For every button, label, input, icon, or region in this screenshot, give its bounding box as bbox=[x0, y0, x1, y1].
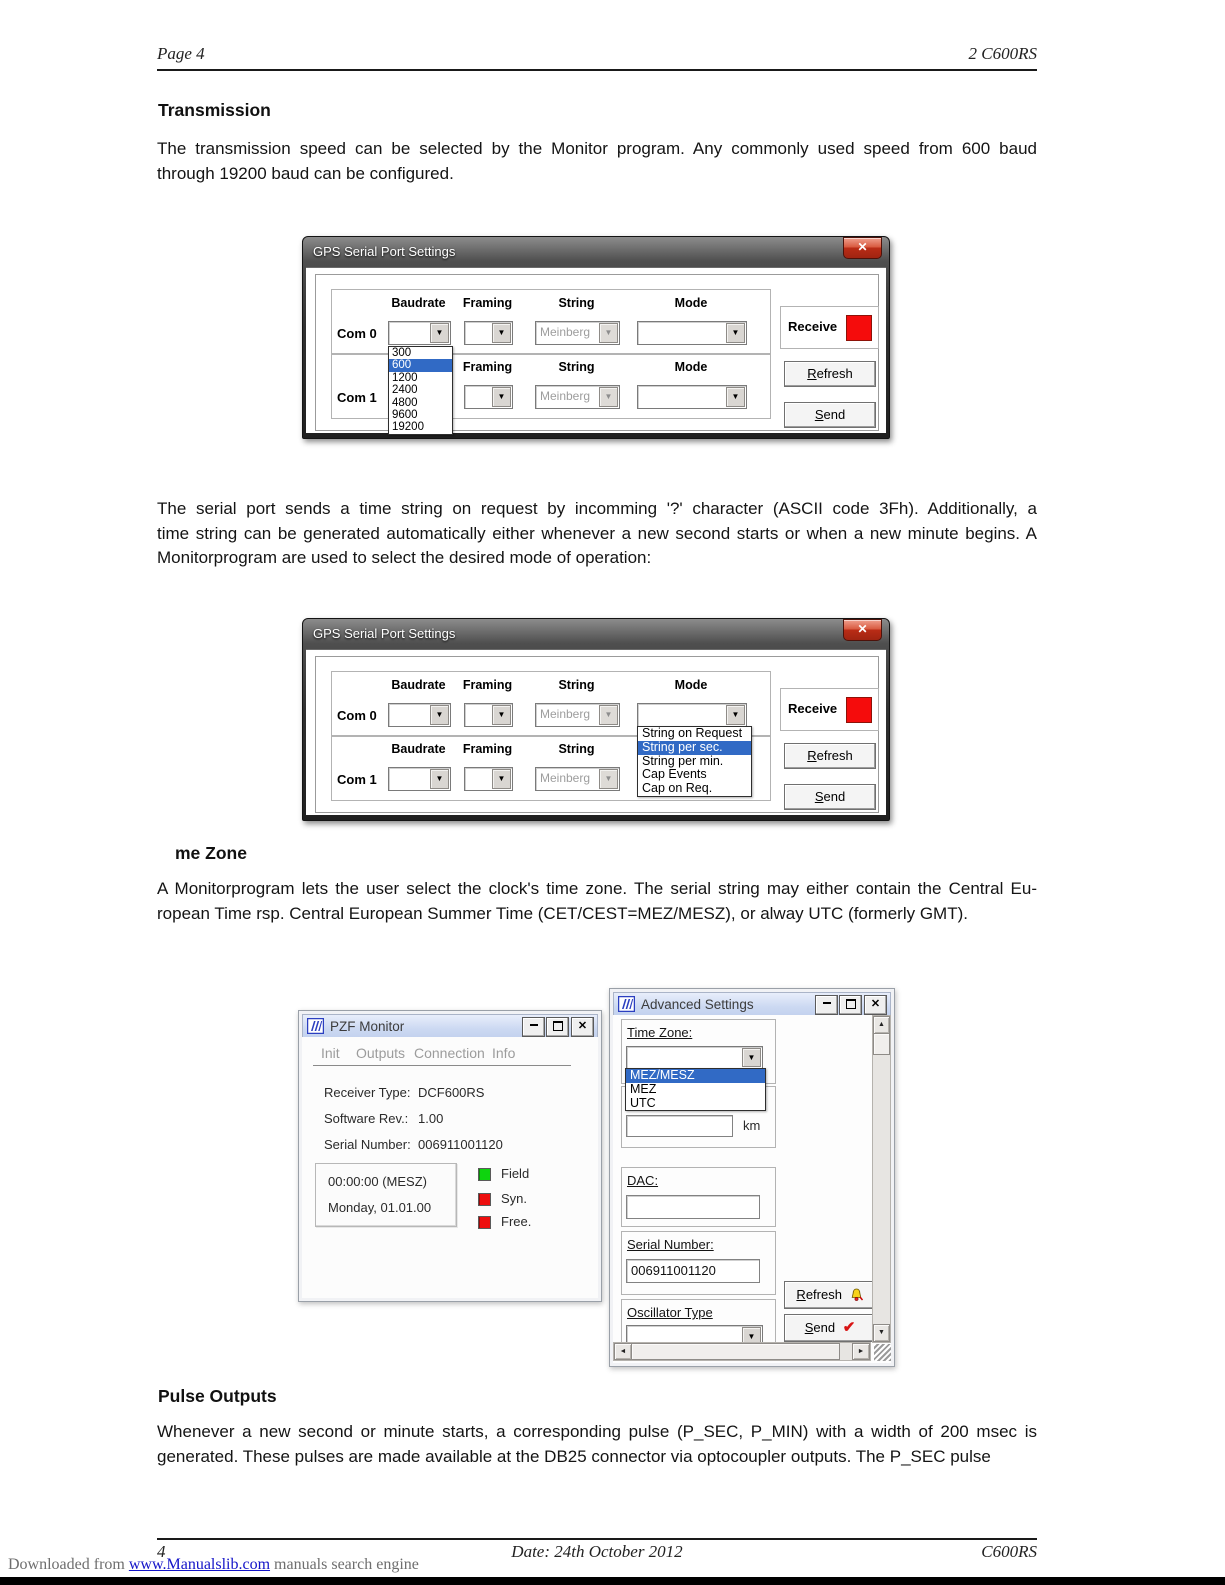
heading-transmission: Transmission bbox=[158, 100, 271, 120]
close-button[interactable] bbox=[571, 1017, 594, 1037]
field-label: Software Rev.: bbox=[324, 1111, 409, 1126]
free-led bbox=[478, 1216, 491, 1229]
chevron-down-icon[interactable]: ▼ bbox=[742, 1048, 761, 1067]
dialog-title: GPS Serial Port Settings bbox=[313, 244, 456, 259]
gps-serial-port-settings-dialog-1 bbox=[302, 236, 890, 439]
menu-info[interactable]: Info bbox=[492, 1045, 516, 1061]
chevron-down-icon[interactable]: ▼ bbox=[492, 705, 511, 725]
text-line: ropean Time rsp. Central European Summer Time (CET/CEST=MEZ/MESZ), or alway UTC (formerly GMT). bbox=[157, 903, 968, 923]
com0-framing-combo[interactable] bbox=[464, 703, 513, 727]
scroll-left-icon: ◄ bbox=[619, 1348, 627, 1355]
paragraph-pulse bbox=[157, 1420, 1037, 1469]
minimize-button[interactable] bbox=[522, 1017, 545, 1037]
timezone-dropdown-list bbox=[625, 1068, 766, 1111]
chevron-down-icon: ▼ bbox=[599, 387, 618, 407]
close-icon: ✕ bbox=[857, 622, 868, 636]
menu-separator bbox=[313, 1065, 571, 1066]
maximize-icon bbox=[846, 999, 856, 1009]
distance-input[interactable] bbox=[626, 1115, 733, 1137]
chevron-down-icon[interactable]: ▼ bbox=[430, 323, 449, 343]
string-value: Meinberg bbox=[540, 389, 591, 403]
com1-baudrate-combo[interactable] bbox=[388, 767, 451, 791]
column-header-framing: Framing bbox=[462, 296, 513, 310]
syn-led bbox=[478, 1193, 491, 1206]
paragraph-timezone bbox=[157, 877, 1037, 926]
scroll-left-button[interactable] bbox=[614, 1343, 632, 1360]
com0-mode-combo[interactable] bbox=[637, 321, 747, 345]
com1-label: Com 1 bbox=[337, 390, 377, 405]
menu-init[interactable]: Init bbox=[321, 1045, 340, 1061]
footer-date: Date: 24th October 2012 bbox=[511, 1542, 683, 1561]
com1-mode-combo[interactable] bbox=[637, 385, 747, 409]
pzf-monitor-window bbox=[298, 1010, 602, 1302]
baudrate-option[interactable]: 9600 bbox=[392, 408, 418, 421]
clock-date: Monday, 01.01.00 bbox=[328, 1200, 432, 1215]
column-header-framing: Framing bbox=[462, 360, 513, 374]
scroll-up-icon: ▲ bbox=[878, 1021, 885, 1028]
mode-option[interactable]: String on Request bbox=[642, 726, 743, 740]
field-label: Receiver Type: bbox=[324, 1085, 411, 1100]
receive-panel bbox=[780, 306, 879, 349]
maximize-button[interactable] bbox=[546, 1017, 569, 1037]
dac-label: DAC: bbox=[627, 1173, 659, 1188]
string-value: Meinberg bbox=[540, 325, 591, 339]
meinberg-logo-icon bbox=[618, 996, 635, 1012]
text-line: time string can be generated automatically either whenever a new second starts or when a new minute begins. A bbox=[157, 523, 1037, 543]
dialog-title: GPS Serial Port Settings bbox=[313, 626, 456, 641]
baudrate-option[interactable]: 4800 bbox=[392, 396, 418, 409]
close-button[interactable] bbox=[843, 619, 882, 641]
com1-string-combo bbox=[535, 385, 620, 409]
com1-framing-combo[interactable] bbox=[464, 767, 513, 791]
dac-input[interactable] bbox=[626, 1195, 760, 1219]
baudrate-dropdown-list bbox=[388, 346, 453, 435]
km-label: km bbox=[743, 1118, 761, 1133]
send-button[interactable]: Send bbox=[784, 402, 876, 428]
mode-option[interactable]: Cap Events bbox=[642, 767, 707, 782]
minimize-icon bbox=[530, 1024, 538, 1026]
column-header-string: String bbox=[558, 360, 595, 374]
pzf-client-area bbox=[302, 1037, 598, 1298]
chevron-down-icon[interactable]: ▼ bbox=[726, 705, 745, 725]
led-label: Syn. bbox=[501, 1191, 528, 1206]
column-header-mode: Mode bbox=[674, 296, 708, 310]
paragraph-transmission bbox=[157, 137, 1037, 186]
advanced-client-area bbox=[613, 1015, 891, 1363]
column-header-string: String bbox=[558, 742, 595, 756]
close-icon: ✕ bbox=[870, 998, 881, 1010]
receive-status-led bbox=[846, 315, 872, 341]
com0-label: Com 0 bbox=[337, 326, 377, 341]
baudrate-option-selected[interactable]: 600 bbox=[389, 359, 452, 371]
close-icon: ✕ bbox=[857, 240, 868, 254]
com1-string-combo bbox=[535, 767, 620, 791]
send-button[interactable]: Send bbox=[784, 784, 876, 810]
receive-label: Receive bbox=[788, 701, 838, 716]
mode-dropdown-list bbox=[637, 726, 752, 797]
mode-option-selected[interactable]: String per sec. bbox=[638, 741, 751, 755]
resize-grip[interactable] bbox=[874, 1344, 891, 1361]
baudrate-option[interactable]: 1200 bbox=[392, 371, 418, 384]
chevron-down-icon[interactable]: ▼ bbox=[726, 323, 745, 343]
vertical-scroll-thumb[interactable] bbox=[873, 1033, 890, 1055]
scroll-down-button[interactable] bbox=[873, 1324, 890, 1342]
text-line: Whenever a new second or minute starts, a corresponding pulse (P_SEC, P_MIN) with a width of 200 msec is bbox=[157, 1422, 1037, 1441]
chevron-down-icon: ▼ bbox=[599, 705, 618, 725]
close-button[interactable] bbox=[843, 237, 882, 259]
maximize-icon bbox=[553, 1021, 563, 1031]
header-rule bbox=[157, 69, 1037, 71]
horizontal-scrollbar[interactable] bbox=[613, 1342, 871, 1361]
chevron-down-icon: ▼ bbox=[599, 323, 618, 343]
footer-page-number: 4 bbox=[157, 1542, 166, 1561]
gps-serial-port-settings-dialog-2 bbox=[302, 618, 890, 821]
text-line: Monitorprogram are used to select the desired mode of operation: bbox=[157, 548, 652, 567]
led-label: Free. bbox=[501, 1214, 532, 1229]
chevron-down-icon[interactable]: ▼ bbox=[726, 387, 745, 407]
serial-number-label: Serial Number: bbox=[627, 1237, 714, 1252]
column-header-framing: Framing bbox=[462, 678, 513, 692]
timezone-combo[interactable] bbox=[626, 1046, 763, 1069]
refresh-button[interactable]: Refresh bbox=[784, 1281, 876, 1309]
refresh-button[interactable]: Refresh bbox=[784, 743, 876, 769]
mode-option[interactable]: String per min. bbox=[642, 753, 724, 768]
field-label: Serial Number: bbox=[324, 1137, 411, 1152]
column-header-mode: Mode bbox=[674, 360, 708, 374]
window-title: Advanced Settings bbox=[641, 997, 754, 1012]
field-value: 1.00 bbox=[418, 1111, 444, 1126]
serial-number-value: 006911001120 bbox=[631, 1263, 716, 1278]
send-button[interactable]: Send ✔ bbox=[784, 1314, 876, 1342]
watermark-text: Downloaded from bbox=[8, 1556, 129, 1573]
column-header-baudrate: Baudrate bbox=[391, 296, 446, 310]
com0-string-combo bbox=[535, 703, 620, 727]
com0-framing-combo[interactable] bbox=[464, 321, 513, 345]
text-line: The serial port sends a time string on request by incomming '?' character (ASCII code 3Fh). Additionally, a bbox=[157, 499, 1037, 518]
mode-option[interactable]: Cap on Req. bbox=[642, 781, 713, 796]
column-header-framing: Framing bbox=[462, 742, 513, 756]
baudrate-option[interactable]: 19200 bbox=[392, 421, 424, 434]
com0-mode-combo[interactable] bbox=[637, 703, 747, 727]
menu-connection[interactable]: Connection bbox=[414, 1045, 485, 1061]
scan-edge-bar bbox=[0, 1577, 1225, 1585]
text-line: through 19200 baud can be configured. bbox=[157, 163, 454, 183]
text-line: generated. These pulses are made available at the DB25 connector via optocoupler outputs. The P_SEC pulse bbox=[157, 1446, 991, 1466]
heading-time-zone: me Zone bbox=[175, 843, 247, 863]
page-header-right: 2 C600RS bbox=[968, 44, 1037, 63]
bell-icon bbox=[849, 1285, 864, 1311]
receive-panel bbox=[780, 688, 879, 731]
check-icon: ✔ bbox=[842, 1319, 856, 1336]
paragraph-serial bbox=[157, 497, 1037, 571]
field-value: 006911001120 bbox=[418, 1137, 503, 1152]
page-header-left: Page 4 bbox=[157, 44, 205, 63]
window-title: PZF Monitor bbox=[330, 1019, 405, 1034]
maximize-button[interactable] bbox=[839, 995, 862, 1015]
menu-outputs[interactable]: Outputs bbox=[356, 1045, 406, 1061]
watermark-text: manuals search engine bbox=[270, 1556, 419, 1573]
pzf-titlebar bbox=[302, 1014, 598, 1039]
footer-rule bbox=[157, 1538, 1037, 1540]
receive-status-led bbox=[846, 697, 872, 723]
field-value: DCF600RS bbox=[418, 1085, 485, 1100]
com1-label: Com 1 bbox=[337, 772, 377, 787]
clock-time: 00:00:00 (MESZ) bbox=[328, 1174, 427, 1189]
text-line: The transmission speed can be selected by the Monitor program. Any commonly used speed from 600 baud bbox=[157, 139, 1037, 158]
chevron-down-icon[interactable]: ▼ bbox=[492, 769, 511, 789]
com0-string-combo bbox=[535, 321, 620, 345]
com0-label: Com 0 bbox=[337, 708, 377, 723]
clock-panel bbox=[315, 1163, 457, 1227]
advanced-settings-window bbox=[609, 988, 895, 1367]
text-line: A Monitorprogram lets the user select the clock's time zone. The serial string may either contain the Central Eu- bbox=[157, 879, 1037, 898]
timezone-option-selected[interactable]: MEZ/MESZ bbox=[626, 1069, 765, 1083]
column-header-baudrate: Baudrate bbox=[391, 678, 446, 692]
timezone-label: Time Zone: bbox=[627, 1025, 693, 1040]
horizontal-scroll-thumb[interactable] bbox=[631, 1343, 840, 1360]
column-header-mode: Mode bbox=[674, 678, 708, 692]
scroll-right-icon: ► bbox=[857, 1348, 865, 1355]
scroll-right-button[interactable] bbox=[852, 1343, 870, 1360]
minimize-icon bbox=[823, 1002, 831, 1004]
com1-framing-combo[interactable] bbox=[464, 385, 513, 409]
baudrate-option[interactable]: 2400 bbox=[392, 384, 418, 397]
column-header-string: String bbox=[558, 296, 595, 310]
vertical-scrollbar[interactable] bbox=[872, 1015, 891, 1343]
string-value: Meinberg bbox=[540, 707, 591, 721]
close-button[interactable] bbox=[864, 995, 887, 1015]
advanced-titlebar bbox=[613, 992, 891, 1017]
timezone-option[interactable]: UTC bbox=[630, 1095, 656, 1110]
com0-baudrate-combo[interactable] bbox=[388, 321, 451, 345]
column-header-string: String bbox=[558, 678, 595, 692]
receive-label: Receive bbox=[788, 319, 838, 334]
chevron-down-icon[interactable]: ▼ bbox=[492, 387, 511, 407]
timezone-option[interactable]: MEZ bbox=[630, 1081, 657, 1096]
chevron-down-icon: ▼ bbox=[599, 769, 618, 789]
manualslib-link[interactable]: www.Manualslib.com bbox=[128, 1556, 271, 1573]
meinberg-logo-icon bbox=[307, 1018, 324, 1034]
led-label: Field bbox=[501, 1166, 530, 1181]
oscillator-type-label: Oscillator Type bbox=[627, 1305, 713, 1320]
refresh-button[interactable]: Refresh bbox=[784, 361, 876, 387]
string-value: Meinberg bbox=[540, 771, 591, 785]
heading-pulse-outputs: Pulse Outputs bbox=[158, 1386, 277, 1406]
chevron-down-icon[interactable]: ▼ bbox=[430, 769, 449, 789]
scroll-up-button[interactable] bbox=[873, 1016, 890, 1034]
watermark bbox=[8, 1556, 419, 1574]
chevron-down-icon[interactable]: ▼ bbox=[492, 323, 511, 343]
close-icon: ✕ bbox=[577, 1020, 588, 1032]
serial-number-input[interactable] bbox=[626, 1259, 760, 1283]
column-header-baudrate: Baudrate bbox=[391, 742, 446, 756]
chevron-down-icon[interactable]: ▼ bbox=[430, 705, 449, 725]
baudrate-option[interactable]: 300 bbox=[392, 347, 412, 359]
chevron-down-icon[interactable]: ▼ bbox=[742, 1327, 761, 1345]
scroll-down-icon: ▼ bbox=[878, 1329, 885, 1336]
footer-doc-name: C600RS bbox=[981, 1542, 1037, 1561]
field-led bbox=[478, 1168, 491, 1181]
com0-baudrate-combo[interactable] bbox=[388, 703, 451, 727]
minimize-button[interactable] bbox=[815, 995, 838, 1015]
